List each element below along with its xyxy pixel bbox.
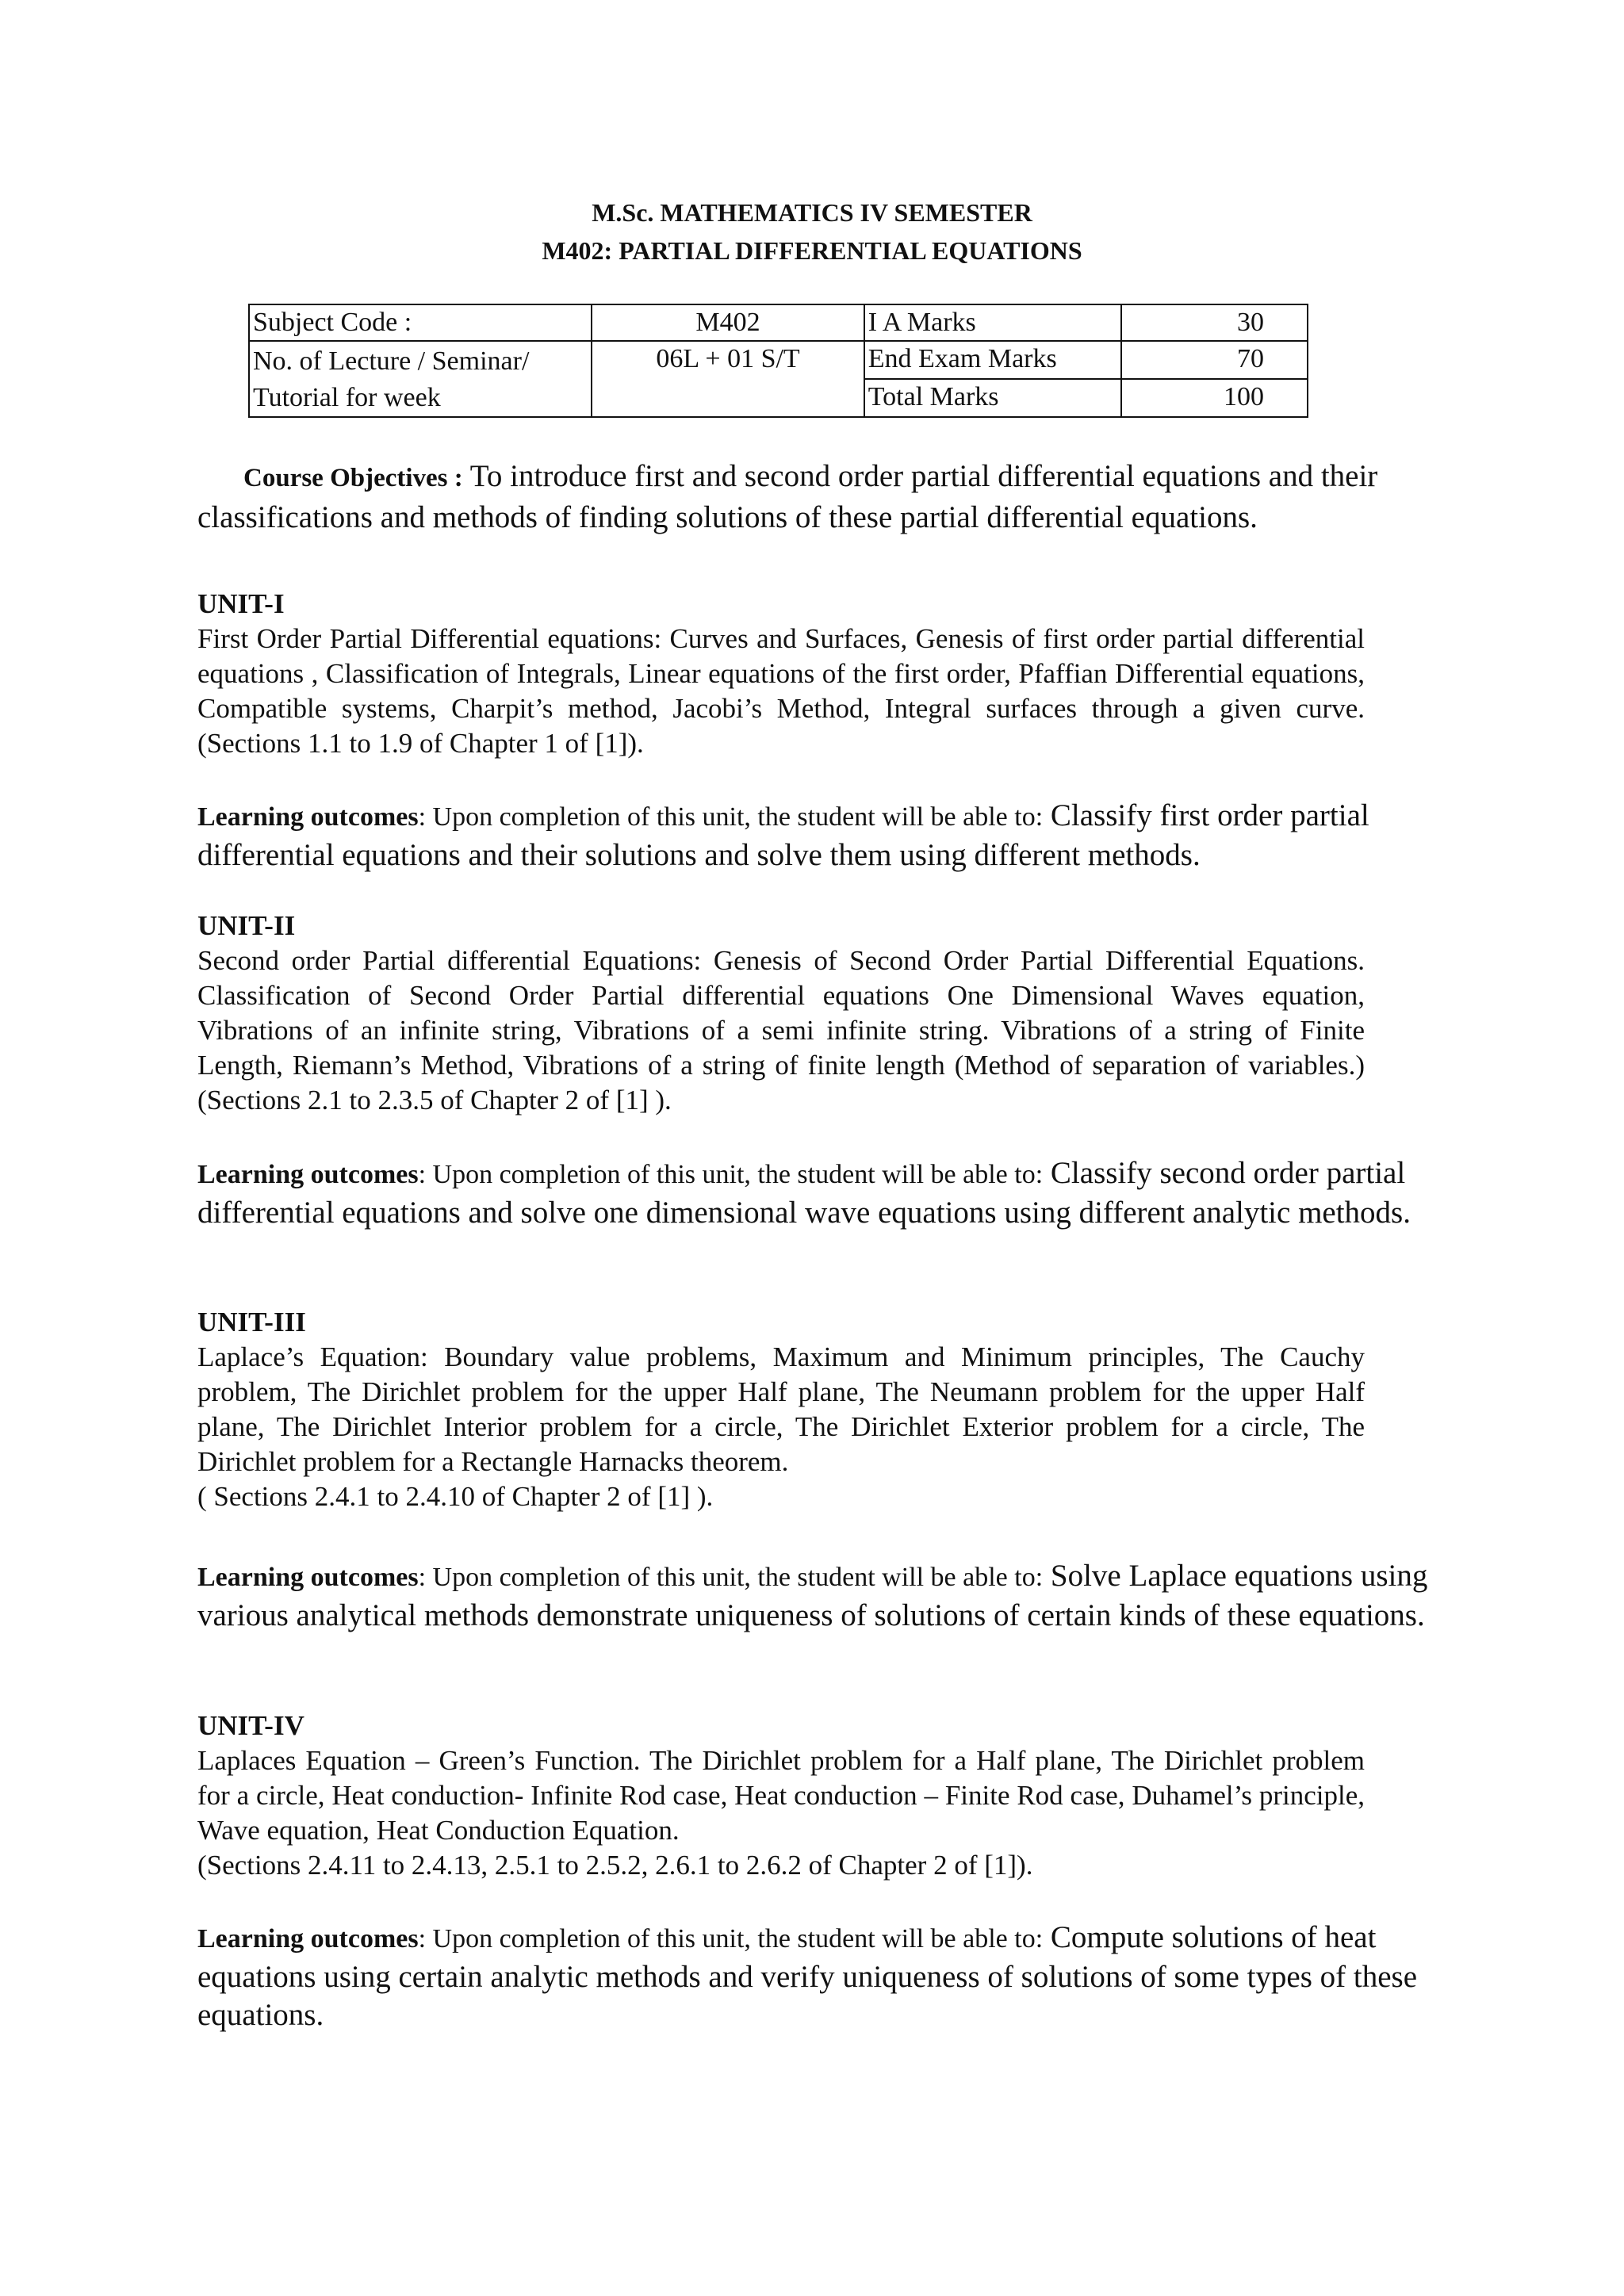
outcome-label: Learning outcomes bbox=[197, 802, 419, 832]
subject-code-value: M402 bbox=[592, 304, 864, 341]
outcome-text: Compute solutions of heat equations using certain analytic methods and verify uniqueness of solutions of some types of these equations. bbox=[197, 1920, 1418, 2032]
outcome-label: Learning outcomes bbox=[197, 1563, 419, 1592]
end-exam-value: 70 bbox=[1121, 341, 1308, 379]
unit-3-sections: ( Sections 2.4.1 to 2.4.10 of Chapter 2 of [1] ). bbox=[197, 1481, 714, 1512]
end-exam-label: End Exam Marks bbox=[864, 341, 1121, 379]
outcome-label: Learning outcomes bbox=[197, 1924, 419, 1954]
unit-4-title: UNIT-IV bbox=[197, 1710, 304, 1741]
total-marks-label: Total Marks bbox=[864, 379, 1121, 417]
objectives-label: Course Objectives : bbox=[243, 464, 463, 492]
ia-marks-value: 30 bbox=[1121, 304, 1308, 341]
unit-2-outcome bbox=[197, 1154, 1446, 1232]
page-header bbox=[0, 193, 1624, 270]
unit-4-outcome bbox=[197, 1919, 1446, 2034]
unit-2-title: UNIT-II bbox=[197, 910, 296, 941]
total-marks-value: 100 bbox=[1121, 379, 1308, 417]
outcome-label: Learning outcomes bbox=[197, 1160, 419, 1189]
unit-1-title: UNIT-I bbox=[197, 588, 285, 619]
unit-3-outcome bbox=[197, 1557, 1446, 1635]
unit-3-title: UNIT-III bbox=[197, 1307, 306, 1337]
outcome-text: Classify second order partial differential equations and solve one dimensional wave equations using different analytic methods. bbox=[197, 1156, 1411, 1230]
outcome-lead: : Upon completion of this unit, the student will be able to: bbox=[418, 1924, 1044, 1954]
outcome-lead: : Upon completion of this unit, the student will be able to: bbox=[418, 1563, 1044, 1592]
course-info-table bbox=[248, 304, 1308, 418]
outcome-lead: : Upon completion of this unit, the student will be able to: bbox=[418, 802, 1044, 832]
lecture-value: 06L + 01 S/T bbox=[592, 341, 864, 417]
unit-4-body-text: Laplaces Equation – Green’s Function. The Dirichlet problem for a Half plane, The Dirichlet problem for a circle, Heat conduction- Infinite Rod case, Heat conduction – Finite Rod case, Duhamel’s principle, Wave equation, Heat Conduction Equation. bbox=[197, 1745, 1365, 1846]
subject-code-label: Subject Code : bbox=[249, 304, 592, 341]
outcome-text: Solve Laplace equations using various analytical methods demonstrate uniqueness of solutions of certain kinds of these equations. bbox=[197, 1559, 1428, 1632]
lecture-label-line1: No. of Lecture / Seminar/ bbox=[253, 346, 530, 376]
objectives-text: To introduce first and second order partial differential equations and their classifications and methods of finding solutions of these partial differential equations. bbox=[197, 459, 1378, 534]
lecture-label-line2: Tutorial for week bbox=[253, 383, 441, 412]
outcome-text: Classify first order partial differential equations and their solutions and solve them using different methods. bbox=[197, 798, 1369, 872]
outcome-lead: : Upon completion of this unit, the student will be able to: bbox=[418, 1160, 1044, 1189]
unit-3-body bbox=[197, 1340, 1365, 1514]
unit-1-body: First Order Partial Differential equations: Curves and Surfaces, Genesis of first order partial differential equations , Classification of Integrals, Linear equations of the first order, Pfaffian Differential equations, Compatible systems, Charpit’s method, Jacobi’s Method, Integral surfaces through a given curve. (Sections 1.1 to 1.9 of Chapter 1 of [1]). bbox=[197, 623, 1365, 759]
unit-4-sections: (Sections 2.4.11 to 2.4.13, 2.5.1 to 2.5.2, 2.6.1 to 2.6.2 of Chapter 2 of [1]). bbox=[197, 1850, 1033, 1881]
lecture-label bbox=[249, 341, 592, 417]
unit-4-body bbox=[197, 1743, 1365, 1883]
unit-1-outcome bbox=[197, 797, 1446, 874]
course-objectives bbox=[197, 457, 1434, 537]
semester-title: M.Sc. MATHEMATICS IV SEMESTER bbox=[592, 198, 1032, 227]
table-row bbox=[249, 304, 1308, 341]
unit-2-body: Second order Partial differential Equations: Genesis of Second Order Partial Differential Equations. Classification of Second Order Partial differential equations One Dimensional Waves equation, Vibrations of an infinite string, Vibrations of a semi infinite string. Vibrations of a string of Finite Length, Riemann’s Method, Vibrations of a string of finite length (Method of separation of variables.)(Sections 2.1 to 2.3.5 of Chapter 2 of [1] ). bbox=[197, 945, 1365, 1115]
course-title: M402: PARTIAL DIFFERENTIAL EQUATIONS bbox=[542, 236, 1082, 265]
unit-3-body-text: Laplace’s Equation: Boundary value problems, Maximum and Minimum principles, The Cauchy problem, The Dirichlet problem for the upper Half plane, The Neumann problem for the upper Half plane, The Dirichlet Interior problem for a circle, The Dirichlet Exterior problem for a circle, The Dirichlet problem for a Rectangle Harnacks theorem. bbox=[197, 1341, 1365, 1477]
table-row bbox=[249, 341, 1308, 379]
ia-marks-label: I A Marks bbox=[864, 304, 1121, 341]
